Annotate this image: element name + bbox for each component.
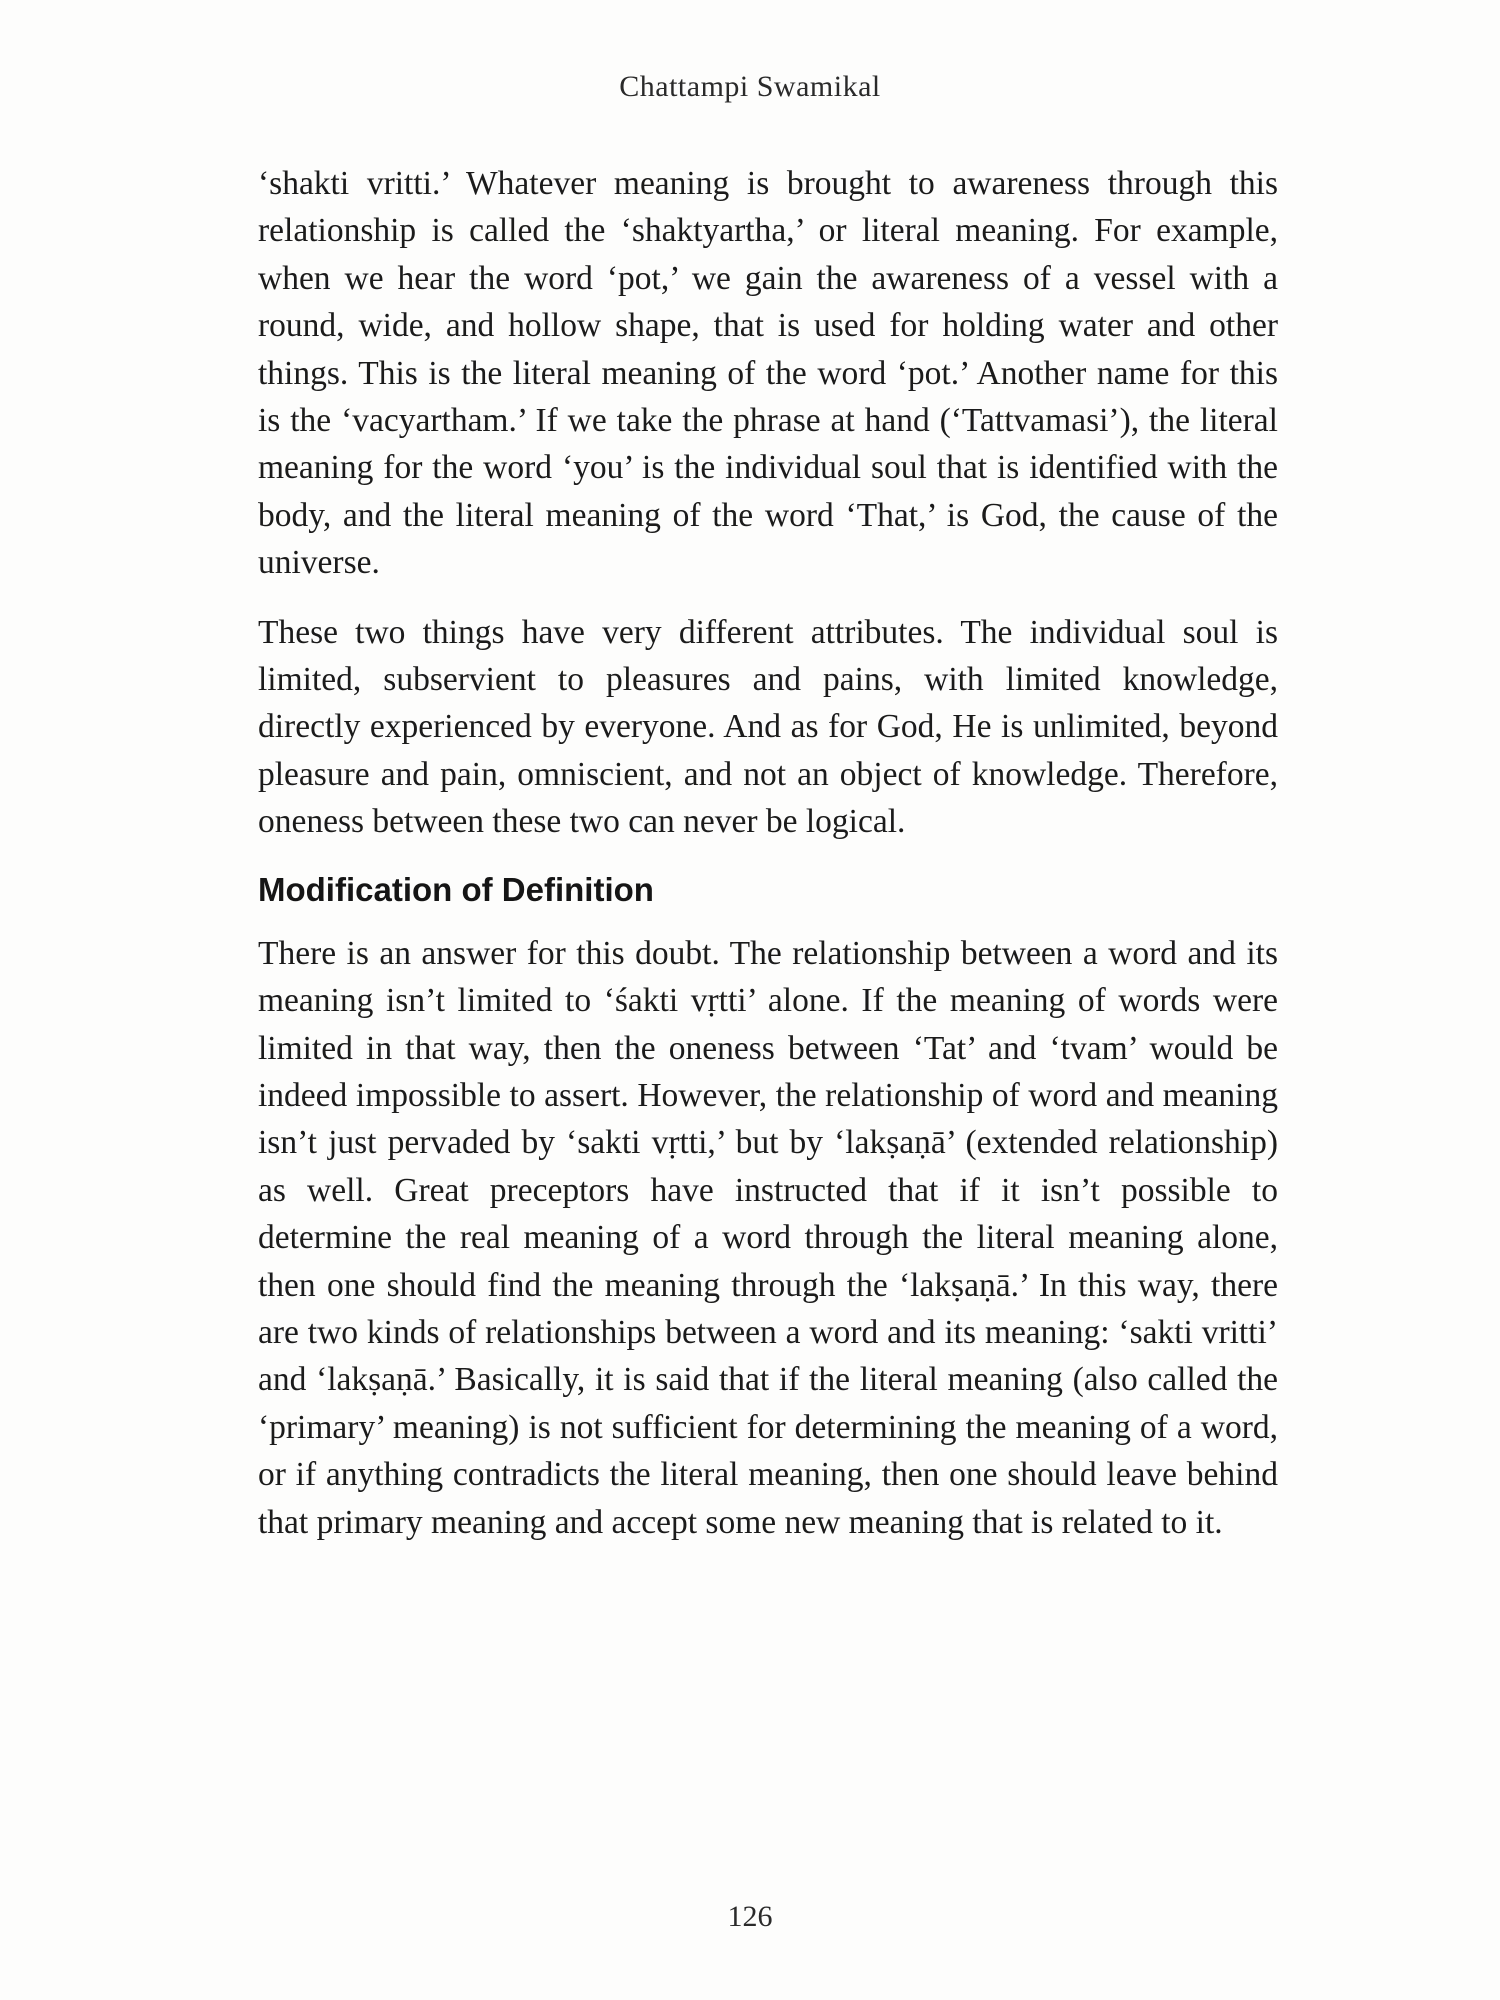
paragraph: These two things have very different attributes. The individual soul is limited, subservient to pleasures and pains, with limited knowledge, directly experienced by everyone. And as for God, He is unlimited, beyond pleasure and pain, omniscient, and not an object of knowledge. Therefore, oneness between these two can never be logical. [258,613,1278,841]
body-text [258,160,1278,1568]
section-heading: Modification of Definition [258,870,654,908]
paragraph: There is an answer for this doubt. The relationship between a word and its meaning isn’t limited to ‘śakti vṛtti’ alone. If the meaning of words were limited in that way, then the oneness between ‘Tat’ and ‘tvam’ would be indeed impossible to assert. However, the relationship of word and meaning isn’t just pervaded by ‘sakti vṛtti,’ but by ‘lakṣaṇā’ (extended relationship) as well. Great preceptors have instructed that if it isn’t possible to determine the real meaning of a word through the literal meaning alone, then one should find the meaning through the ‘lakṣaṇā.’ In this way, there are two kinds of relationships between a word and its meaning: ‘sakti vritti’ and ‘lakṣaṇā.’ Basically, it is said that if the literal meaning (also called the ‘primary’ meaning) is not sufficient for determining the meaning of a word, or if anything contradicts the literal meaning, then one should leave behind that primary meaning and accept some new meaning that is related to it. [258,934,1278,1541]
page-number: 126 [727,1900,773,1933]
running-head: Chattampi Swamikal [619,70,881,103]
paragraph: ‘shakti vritti.’ Whatever meaning is brought to awareness through this relationship is called the ‘shaktyartha,’ or literal meaning. For example, when we hear the word ‘pot,’ we gain the awareness of a vessel with a round, wide, and hollow shape, that is used for holding water and other things. This is the literal meaning of the word ‘pot.’ Another name for this is the ‘vacyartham.’ If we take the phrase at hand (‘Tattvamasi’), the literal meaning for the word ‘you’ is the individual soul that is identified with the body, and the literal meaning of the word ‘That,’ is God, the cause of the universe. [258,165,1278,582]
